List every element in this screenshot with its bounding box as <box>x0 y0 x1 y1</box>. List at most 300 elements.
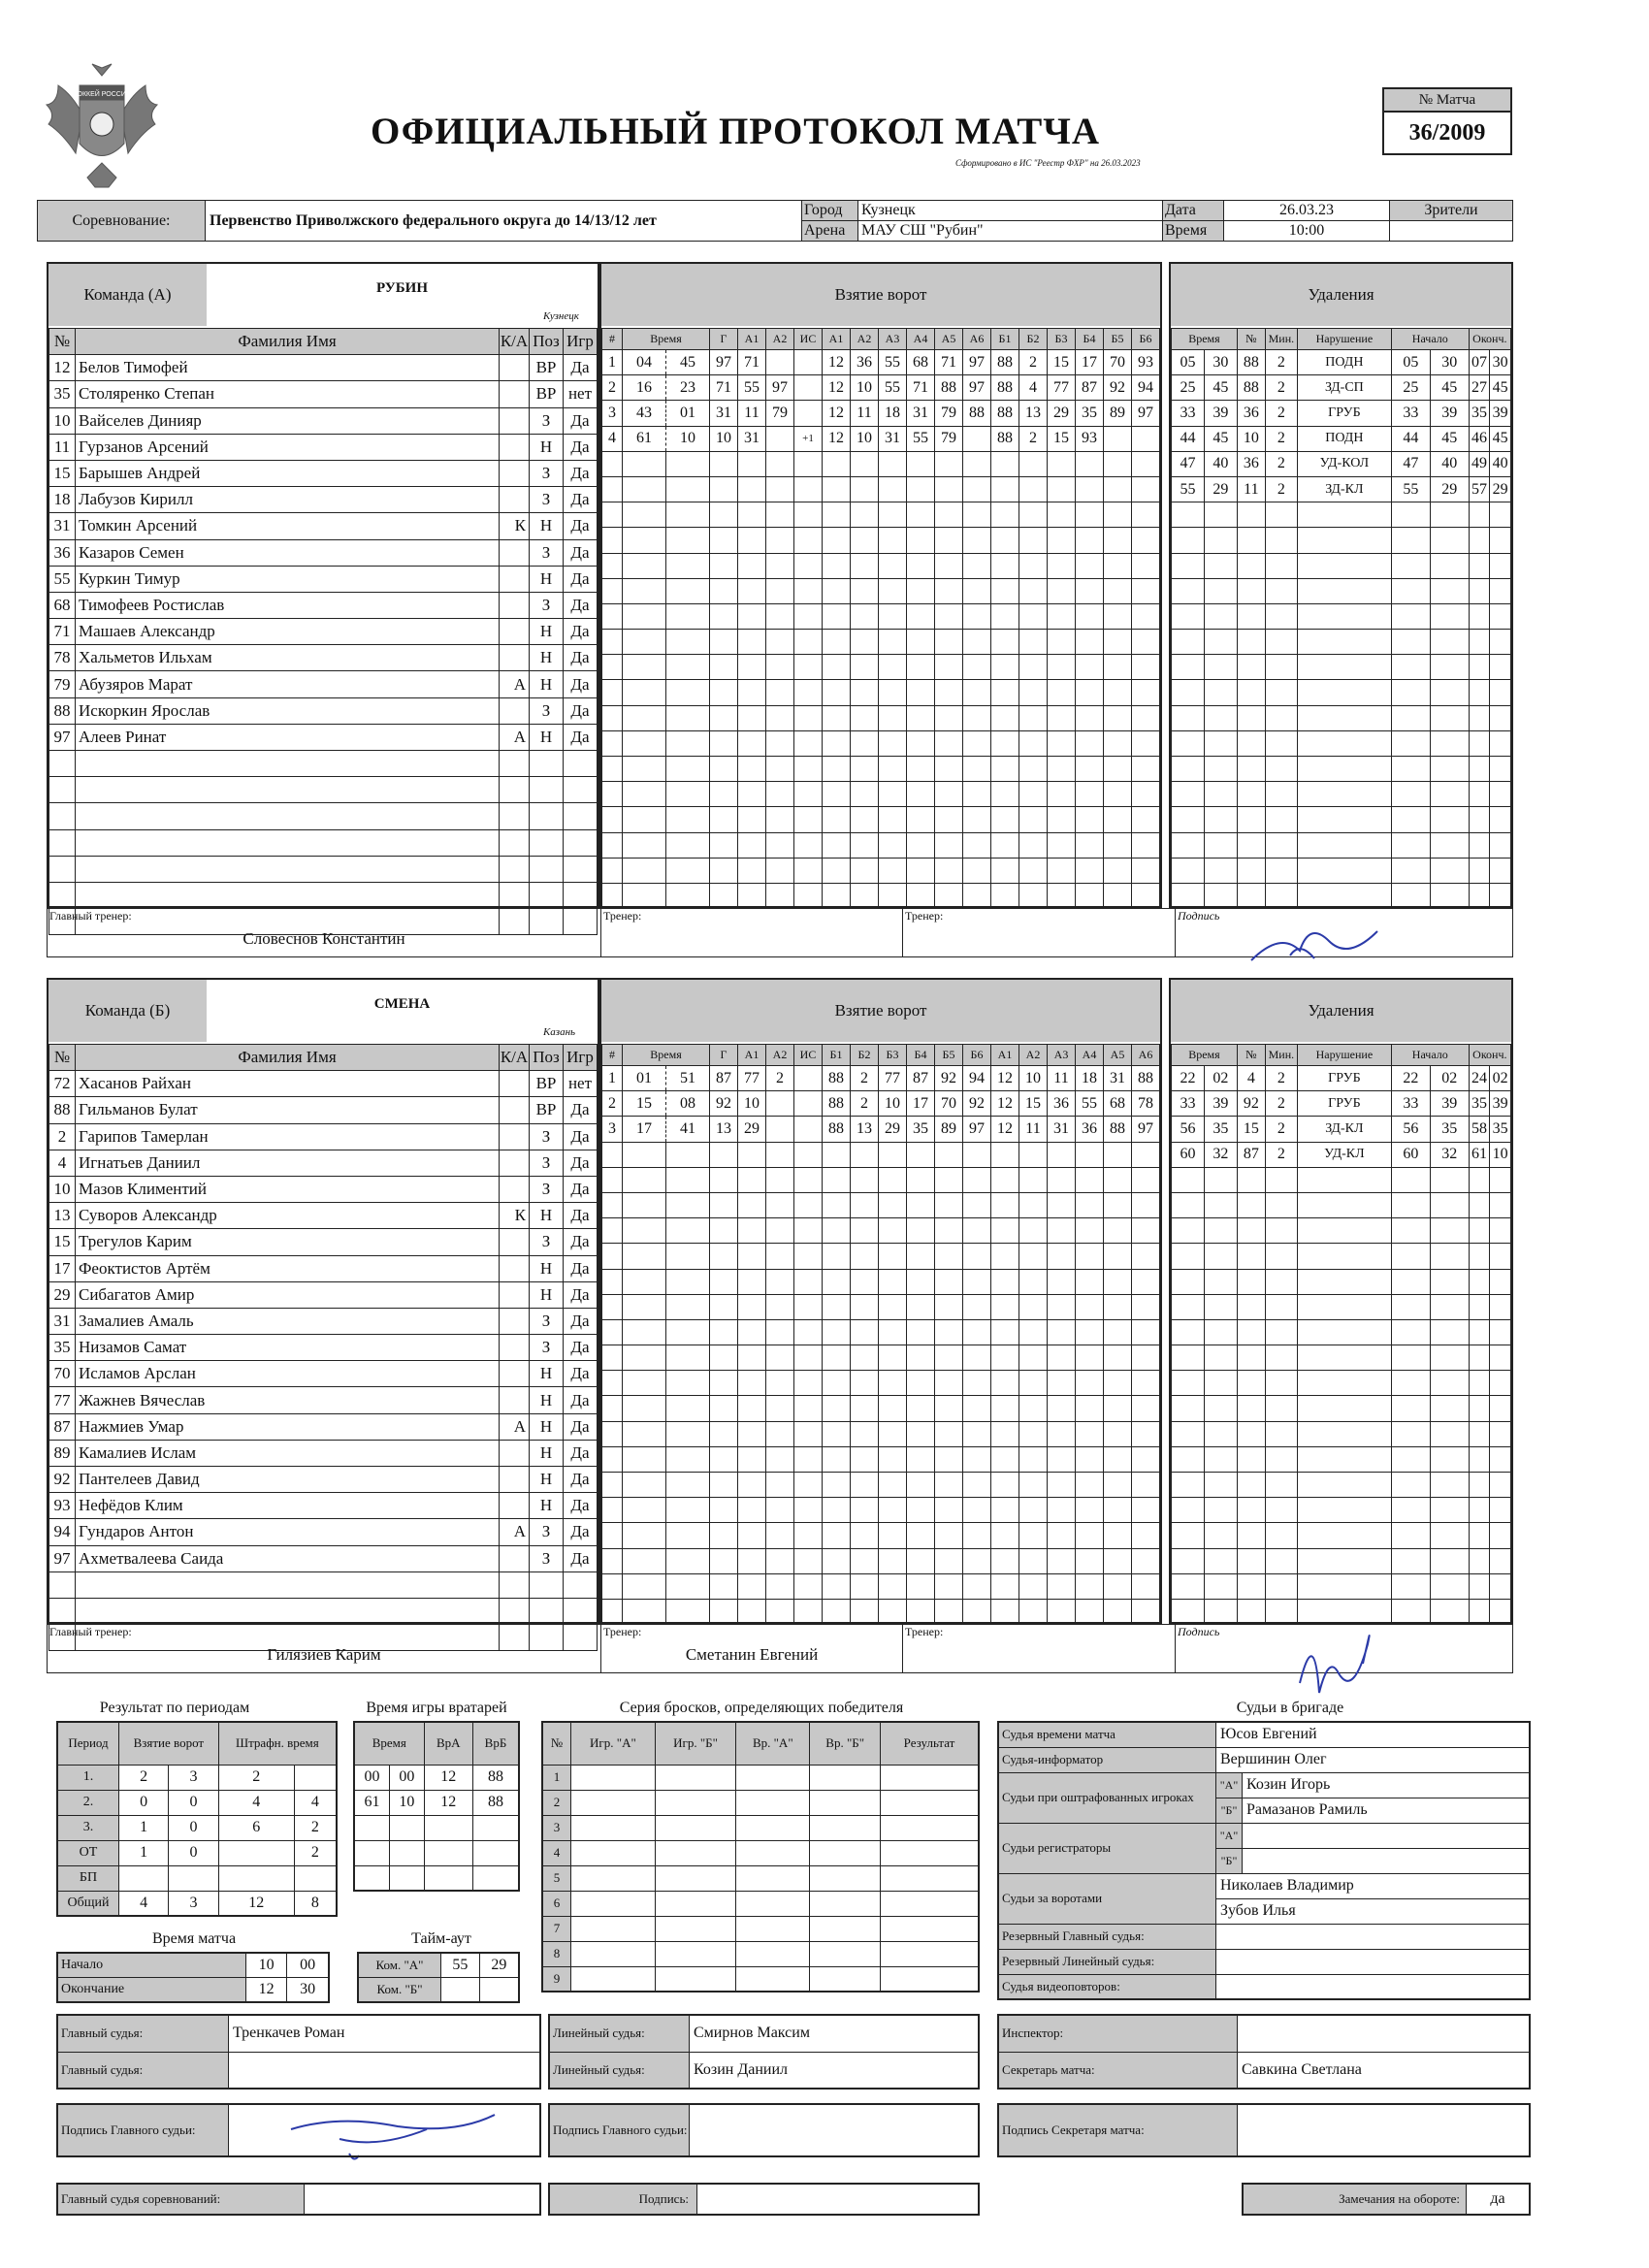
player-position: З <box>530 487 564 513</box>
penalty-row: 33 39 92 2 ГРУБ 33 39 35 39 <box>1172 1091 1511 1117</box>
table-row <box>49 829 598 856</box>
player-role: А <box>500 1519 530 1545</box>
goal-row <box>602 1167 1160 1192</box>
penalty-judge-b: Рамазанов Рамиль <box>1243 1798 1531 1823</box>
player-position: Н <box>530 724 564 750</box>
player-plays: Да <box>564 1281 598 1308</box>
eagle-emblem-icon <box>39 56 165 192</box>
table-row <box>49 539 598 566</box>
remarks-value: да <box>1467 2184 1531 2215</box>
table-row <box>49 513 598 539</box>
gk-row <box>354 1815 519 1840</box>
player-name: Хальметов Ильхам <box>76 645 500 671</box>
team_b-coaches-row: Главный тренер: Гилязиев Карим Тренер: Сметанин Евгений Тренер: Подпись <box>47 1624 1513 1673</box>
player-position: Н <box>530 1387 564 1413</box>
team_a-goals-title: Взятие ворот <box>601 264 1160 326</box>
player-role <box>500 407 530 434</box>
penalty-row <box>1172 655 1511 680</box>
player-role <box>500 539 530 566</box>
table-row <box>49 487 598 513</box>
penalty-row <box>1172 1244 1511 1269</box>
player-number: 89 <box>49 1440 76 1466</box>
table-row <box>49 697 598 724</box>
team_a-goals-table: # Время Г А1 А2 ИС А1 А2 А3 А4 А5 А6 Б1 Б2 Б3 Б4 Б5 Б6 1 04 45 97 71 12 36 55 68 71 97 88 2 15 17 70 93 2 16 23 71 55 97 12 10 55 71 88 97 88 4 77 87 92 94 3 43 01 31 11 79 12 11 18 31 79 88 88 13 29 35 89 97 4 61 10 10 31 +1 12 10 31 55 79 88 2 15 93 <box>601 328 1160 909</box>
penalty-row <box>1172 1446 1511 1472</box>
goal-row <box>602 1473 1160 1498</box>
city-label: Город <box>802 201 858 221</box>
player-name: Пантелеев Давид <box>76 1467 500 1493</box>
table-row <box>49 566 598 592</box>
goal-row <box>602 1294 1160 1319</box>
table-row <box>49 724 598 750</box>
team_b-coach-1: Сметанин Евгений <box>685 1645 819 1665</box>
goal-row <box>602 528 1160 553</box>
player-number: 29 <box>49 1281 76 1308</box>
table-row <box>49 1150 598 1176</box>
player-role <box>500 1150 530 1176</box>
player-plays: Да <box>564 1545 598 1571</box>
match-number: 36/2009 <box>1408 120 1486 146</box>
reserve-line-judge <box>1216 1949 1531 1974</box>
player-number: 31 <box>49 513 76 539</box>
penalty-row <box>1172 757 1511 782</box>
table-row <box>49 1176 598 1202</box>
player-number: 87 <box>49 1413 76 1440</box>
penalty-row <box>1172 1473 1511 1498</box>
player-role <box>500 355 530 381</box>
player-plays: Да <box>564 1335 598 1361</box>
shootout-row: 9 <box>542 1966 979 1992</box>
goal-row <box>602 603 1160 629</box>
team_b-goals-title: Взятие ворот <box>601 980 1160 1042</box>
shootout-row: 5 <box>542 1865 979 1891</box>
penalty-row <box>1172 1269 1511 1294</box>
player-position: З <box>530 1335 564 1361</box>
player-role <box>500 1071 530 1097</box>
goal-row <box>602 705 1160 730</box>
penalty-row <box>1172 578 1511 603</box>
player-plays: нет <box>564 1071 598 1097</box>
gk-row <box>354 1840 519 1865</box>
table-row <box>49 882 598 908</box>
reserve-main-judge <box>1216 1924 1531 1949</box>
player-name: Нефёдов Клим <box>76 1493 500 1519</box>
player-position: З <box>530 407 564 434</box>
player-plays: Да <box>564 460 598 486</box>
player-role <box>500 1097 530 1123</box>
team_a-roster-table: № Фамилия Имя К/А Поз Игр 12 Белов Тимофей ВР Да 35 Столяренко Степан ВР нет 10 Вайселев Динияр З Да 11 Гурзанов Арсений Н Да 15 Барышев Андрей З Да 18 Лабузов Кирилл З Да 31 Томкин Арсений К Н Да 36 Казаров Семен З Да 55 Куркин Тимур Н Да 68 Тимофеев Ростислав З Да 71 Машаев Александр Н Да 78 Хальметов Ильхам Н Да 79 Абузяров Марат А Н Да 88 Искоркин Ярослав З Да 97 Алеев Ринат А Н Да <box>48 328 598 935</box>
player-position: З <box>530 697 564 724</box>
player-position: ВР <box>530 381 564 407</box>
page-title: ОФИЦИАЛЬНЫЙ ПРОТОКОЛ МАТЧА <box>371 111 1100 152</box>
player-position: Н <box>530 1467 564 1493</box>
table-row <box>49 803 598 829</box>
team_a-penalties-table: Время № Мин. Нарушение Начало Оконч. 05 30 88 2 ПОДН 05 30 07 30 25 45 88 2 ЗД-СП 25 45 27 45 33 39 36 2 ГРУБ 33 39 35 39 44 45 10 2 ПОДН 44 45 46 45 47 40 36 2 УД-КОЛ 47 40 49 40 55 29 11 2 ЗД-КЛ 55 29 57 29 <box>1171 328 1511 909</box>
period-row: 3. 1 0 6 2 <box>57 1815 337 1840</box>
goal-row: 4 61 10 10 31 +1 12 10 31 55 79 88 2 15 93 <box>602 426 1160 451</box>
goal-row <box>602 655 1160 680</box>
table-row <box>49 1598 598 1624</box>
player-number: 93 <box>49 1493 76 1519</box>
goal-row <box>602 730 1160 756</box>
match-time-title: Время матча <box>151 1930 237 1947</box>
player-name: Белов Тимофей <box>76 355 500 381</box>
player-plays: Да <box>564 566 598 592</box>
player-role <box>500 1281 530 1308</box>
player-name: Замалиев Амаль <box>76 1308 500 1334</box>
player-role <box>500 1308 530 1334</box>
goal-row <box>602 476 1160 502</box>
player-number: 11 <box>49 434 76 460</box>
player-plays: Да <box>564 539 598 566</box>
player-number: 72 <box>49 1071 76 1097</box>
penalty-row <box>1172 553 1511 578</box>
player-name: Нажмиев Умар <box>76 1413 500 1440</box>
penalty-row: 56 35 15 2 ЗД-КЛ 56 35 58 35 <box>1172 1117 1511 1142</box>
penalty-row <box>1172 1498 1511 1523</box>
player-role <box>500 1335 530 1361</box>
goal-row <box>602 451 1160 476</box>
player-name: Суворов Александр <box>76 1203 500 1229</box>
penalty-row <box>1172 630 1511 655</box>
team_b-goals-table: # Время Г А1 А2 ИС Б1 Б2 Б3 Б4 Б5 Б6 А1 А2 А3 А4 А5 А6 1 01 51 87 77 2 88 2 77 87 92 94 12 10 11 18 31 88 2 15 08 92 10 88 2 10 17 70 92 12 15 36 55 68 78 3 17 41 13 29 88 13 29 35 89 97 12 11 31 36 88 97 <box>601 1044 1160 1625</box>
penalty-row <box>1172 1523 1511 1548</box>
competition-label: Соревнование: <box>38 201 206 242</box>
player-number: 13 <box>49 1203 76 1229</box>
goal-row <box>602 1192 1160 1217</box>
player-position: ВР <box>530 1071 564 1097</box>
player-role <box>500 1387 530 1413</box>
player-role <box>500 1176 530 1202</box>
penalty-row <box>1172 807 1511 832</box>
player-role <box>500 645 530 671</box>
player-number: 31 <box>49 1308 76 1334</box>
player-position: Н <box>530 434 564 460</box>
player-role <box>500 592 530 618</box>
player-position: Н <box>530 619 564 645</box>
line-referee-1: Смирнов Максим <box>690 2015 980 2052</box>
player-name: Феоктистов Артём <box>76 1255 500 1281</box>
player-name: Мазов Климентий <box>76 1176 500 1202</box>
informer: Вершинин Олег <box>1216 1747 1531 1772</box>
player-role <box>500 619 530 645</box>
penalty-row <box>1172 1218 1511 1244</box>
penalty-row <box>1172 680 1511 705</box>
inspector <box>1238 2015 1531 2052</box>
team_b-penalties-table: Время № Мин. Нарушение Начало Оконч. 22 02 4 2 ГРУБ 22 02 24 02 33 39 92 2 ГРУБ 33 39 35 39 56 35 15 2 ЗД-КЛ 56 35 58 35 60 32 87 2 УД-КЛ 60 32 61 10 <box>1171 1044 1511 1625</box>
period-row: Общий 4 3 12 8 <box>57 1891 337 1916</box>
match-info-table <box>37 200 1513 242</box>
player-position: Н <box>530 1281 564 1308</box>
player-number: 55 <box>49 566 76 592</box>
team_a-name: РУБИН <box>375 279 429 296</box>
player-number: 17 <box>49 1255 76 1281</box>
player-position: З <box>530 539 564 566</box>
table-row <box>49 434 598 460</box>
player-position: З <box>530 592 564 618</box>
main-referee-1: Тренкачев Роман <box>229 2015 541 2052</box>
goal-row <box>602 1371 1160 1396</box>
penalty-row <box>1172 1319 1511 1345</box>
player-role: К <box>500 513 530 539</box>
logo <box>39 56 165 192</box>
player-number: 70 <box>49 1361 76 1387</box>
chief-sign-table: Подпись: <box>548 2183 980 2216</box>
player-role <box>500 487 530 513</box>
penalty-row <box>1172 1371 1511 1396</box>
player-position: Н <box>530 566 564 592</box>
player-position: Н <box>530 671 564 697</box>
table-row <box>49 1097 598 1123</box>
penalty-row <box>1172 603 1511 629</box>
player-plays: Да <box>564 645 598 671</box>
remarks-table: Замечания на обороте: да <box>1242 2183 1531 2216</box>
player-number: 71 <box>49 619 76 645</box>
player-number: 79 <box>49 671 76 697</box>
player-role <box>500 697 530 724</box>
penalty-judge-a: Козин Игорь <box>1243 1772 1531 1798</box>
penalty-row: 60 32 87 2 УД-КЛ 60 32 61 10 <box>1172 1142 1511 1167</box>
penalty-row: 47 40 36 2 УД-КОЛ 47 40 49 40 <box>1172 451 1511 476</box>
player-number: 88 <box>49 1097 76 1123</box>
penalty-row: 33 39 36 2 ГРУБ 33 39 35 39 <box>1172 401 1511 426</box>
team_a-penalties-title: Удаления <box>1171 264 1511 326</box>
goal-row: 1 04 45 97 71 12 36 55 68 71 97 88 2 15 17 70 93 <box>602 350 1160 375</box>
penalty-row <box>1172 1548 1511 1573</box>
line-referees-table: Линейный судья: Смирнов Максим Линейный судья: Козин Даниил <box>548 2014 980 2090</box>
goal-row <box>602 1319 1160 1345</box>
player-plays: Да <box>564 1361 598 1387</box>
penalty-row <box>1172 1294 1511 1319</box>
player-number: 92 <box>49 1467 76 1493</box>
city-value: Кузнецк <box>858 201 1163 221</box>
sign-main-table-2: Подпись Главного судьи: <box>548 2103 980 2157</box>
team_b-city: Казань <box>543 1026 576 1038</box>
goal-row: 2 15 08 92 10 88 2 10 17 70 92 12 15 36 55 68 78 <box>602 1091 1160 1117</box>
team_b-label: Команда (Б) <box>48 980 207 1042</box>
player-name: Камалиев Ислам <box>76 1440 500 1466</box>
sign-main-table: Подпись Главного судьи: <box>56 2103 541 2157</box>
player-plays: Да <box>564 407 598 434</box>
penalty-row <box>1172 1167 1511 1192</box>
player-position: З <box>530 1229 564 1255</box>
time-value: 10:00 <box>1224 221 1390 242</box>
table-row <box>49 592 598 618</box>
player-plays: Да <box>564 671 598 697</box>
table-row <box>49 645 598 671</box>
goal-row <box>602 1446 1160 1472</box>
goal-row <box>602 757 1160 782</box>
player-name: Искоркин Ярослав <box>76 697 500 724</box>
player-position: З <box>530 1545 564 1571</box>
player-position: Н <box>530 1255 564 1281</box>
player-number: 36 <box>49 539 76 566</box>
time-label: Время <box>1163 221 1224 242</box>
goal-row <box>602 1548 1160 1573</box>
player-position: З <box>530 460 564 486</box>
player-name: Тимофеев Ростислав <box>76 592 500 618</box>
table-row <box>49 1493 598 1519</box>
player-name: Алеев Ринат <box>76 724 500 750</box>
player-plays: Да <box>564 355 598 381</box>
team_b-penalties-title: Удаления <box>1171 980 1511 1042</box>
brigade-title: Судьи в бригаде <box>1236 1700 1344 1716</box>
penalty-row <box>1172 1396 1511 1421</box>
player-position: Н <box>530 645 564 671</box>
line-referee-2: Козин Даниил <box>690 2052 980 2089</box>
table-row <box>49 355 598 381</box>
shootout-row: 8 <box>542 1941 979 1966</box>
table-row <box>49 1281 598 1308</box>
player-position: З <box>530 1150 564 1176</box>
team_a-city: Кузнецк <box>543 310 579 322</box>
team_b-head-coach: Гилязиев Карим <box>267 1645 381 1665</box>
player-name: Машаев Александр <box>76 619 500 645</box>
player-number: 10 <box>49 1176 76 1202</box>
goal-row <box>602 502 1160 528</box>
period-row: 1. 2 3 2 <box>57 1765 337 1790</box>
player-name: Лабузов Кирилл <box>76 487 500 513</box>
main-referee-2 <box>229 2052 541 2089</box>
player-position: З <box>530 1519 564 1545</box>
player-role <box>500 1255 530 1281</box>
player-number: 78 <box>49 645 76 671</box>
penalty-row: 22 02 4 2 ГРУБ 22 02 24 02 <box>1172 1066 1511 1091</box>
player-plays: Да <box>564 1203 598 1229</box>
inspector-table: Инспектор: Секретарь матча: Савкина Светлана <box>997 2014 1531 2090</box>
periods-title: Результат по периодам <box>99 1700 250 1716</box>
penalty-row <box>1172 883 1511 908</box>
player-name: Казаров Семен <box>76 539 500 566</box>
player-plays: Да <box>564 487 598 513</box>
player-plays: Да <box>564 1123 598 1150</box>
player-name: Исламов Арслан <box>76 1361 500 1387</box>
player-plays: Да <box>564 434 598 460</box>
player-role <box>500 460 530 486</box>
team_a-coaches-row: Главный тренер: Словеснов Константин Тренер: Тренер: Подпись <box>47 908 1513 957</box>
video-judge <box>1216 1974 1531 1999</box>
player-role <box>500 1361 530 1387</box>
penalty-row <box>1172 730 1511 756</box>
player-number: 35 <box>49 381 76 407</box>
goal-row <box>602 1599 1160 1624</box>
signature-scribble-icon <box>1242 912 1397 970</box>
penalty-row <box>1172 705 1511 730</box>
shootout-row: 6 <box>542 1891 979 1916</box>
table-row <box>49 1545 598 1571</box>
player-number: 4 <box>49 1150 76 1176</box>
subtitle: Сформировано в ИС "Реестр ФХР" на 26.03.2023 <box>955 158 1141 168</box>
table-row <box>49 1203 598 1229</box>
table-row <box>49 1123 598 1150</box>
player-number: 97 <box>49 724 76 750</box>
gk-title: Время игры вратарей <box>366 1700 507 1716</box>
penalty-row <box>1172 1192 1511 1217</box>
player-plays: Да <box>564 1493 598 1519</box>
penalty-row <box>1172 782 1511 807</box>
player-number: 35 <box>49 1335 76 1361</box>
goal-row: 1 01 51 87 77 2 88 2 77 87 92 94 12 10 11 18 31 88 <box>602 1066 1160 1091</box>
goal-row <box>602 883 1160 908</box>
shootout-row: 7 <box>542 1916 979 1941</box>
player-role <box>500 381 530 407</box>
period-row: БП <box>57 1865 337 1891</box>
player-name: Гурзанов Арсений <box>76 434 500 460</box>
player-number: 2 <box>49 1123 76 1150</box>
player-plays: Да <box>564 1150 598 1176</box>
goal-row <box>602 630 1160 655</box>
sign-secretary-table: Подпись Секретаря матча: <box>997 2103 1531 2157</box>
player-plays: Да <box>564 1255 598 1281</box>
player-name: Гундаров Антон <box>76 1519 500 1545</box>
player-role <box>500 1440 530 1466</box>
player-name: Жажнев Вячеслав <box>76 1387 500 1413</box>
player-position: ВР <box>530 355 564 381</box>
date-value: 26.03.23 <box>1224 201 1390 221</box>
player-number: 15 <box>49 460 76 486</box>
player-name: Сибагатов Амир <box>76 1281 500 1308</box>
goal-row <box>602 858 1160 883</box>
player-name: Абузяров Марат <box>76 671 500 697</box>
gk-row: 00 00 12 88 <box>354 1765 519 1790</box>
team_a-label: Команда (А) <box>48 264 207 326</box>
player-number: 68 <box>49 592 76 618</box>
goal-row: 3 17 41 13 29 88 13 29 35 89 97 12 11 31 36 88 97 <box>602 1117 1160 1142</box>
table-row <box>49 1071 598 1097</box>
table-row <box>49 671 598 697</box>
date-label: Дата <box>1163 201 1224 221</box>
player-name: Ахметвалеева Саида <box>76 1545 500 1571</box>
player-plays: Да <box>564 619 598 645</box>
goal-row <box>602 1345 1160 1371</box>
goal-row <box>602 1218 1160 1244</box>
player-plays: Да <box>564 513 598 539</box>
spectators-value <box>1390 221 1513 242</box>
goal-row <box>602 1523 1160 1548</box>
player-role: А <box>500 1413 530 1440</box>
goal-row: 2 16 23 71 55 97 12 10 55 71 88 97 88 4 77 87 92 94 <box>602 375 1160 401</box>
table-row <box>49 1308 598 1334</box>
goal-row <box>602 1142 1160 1167</box>
table-row <box>49 1519 598 1545</box>
player-number: 18 <box>49 487 76 513</box>
team_a-head-coach: Словеснов Константин <box>242 929 405 949</box>
player-plays: Да <box>564 1176 598 1202</box>
period-row: ОТ 1 0 2 <box>57 1840 337 1865</box>
shootout-row: 1 <box>542 1765 979 1790</box>
goal-row <box>602 680 1160 705</box>
player-plays: Да <box>564 724 598 750</box>
player-plays: Да <box>564 1519 598 1545</box>
gk-row <box>354 1865 519 1891</box>
table-row <box>49 777 598 803</box>
player-role <box>500 1493 530 1519</box>
table-row <box>49 1571 598 1598</box>
goal-judge-2: Зубов Илья <box>1216 1898 1531 1924</box>
match-number-box <box>1382 87 1512 155</box>
player-position: Н <box>530 1361 564 1387</box>
player-role: К <box>500 1203 530 1229</box>
table-row <box>49 1467 598 1493</box>
table-row <box>49 1387 598 1413</box>
player-role: А <box>500 671 530 697</box>
player-name: Столяренко Степан <box>76 381 500 407</box>
goal-row <box>602 553 1160 578</box>
player-plays: Да <box>564 1413 598 1440</box>
gk-table: Время ВрА ВрБ 00 00 12 88 61 10 12 88 <box>353 1721 520 1892</box>
player-position: З <box>530 1308 564 1334</box>
goal-row <box>602 1244 1160 1269</box>
